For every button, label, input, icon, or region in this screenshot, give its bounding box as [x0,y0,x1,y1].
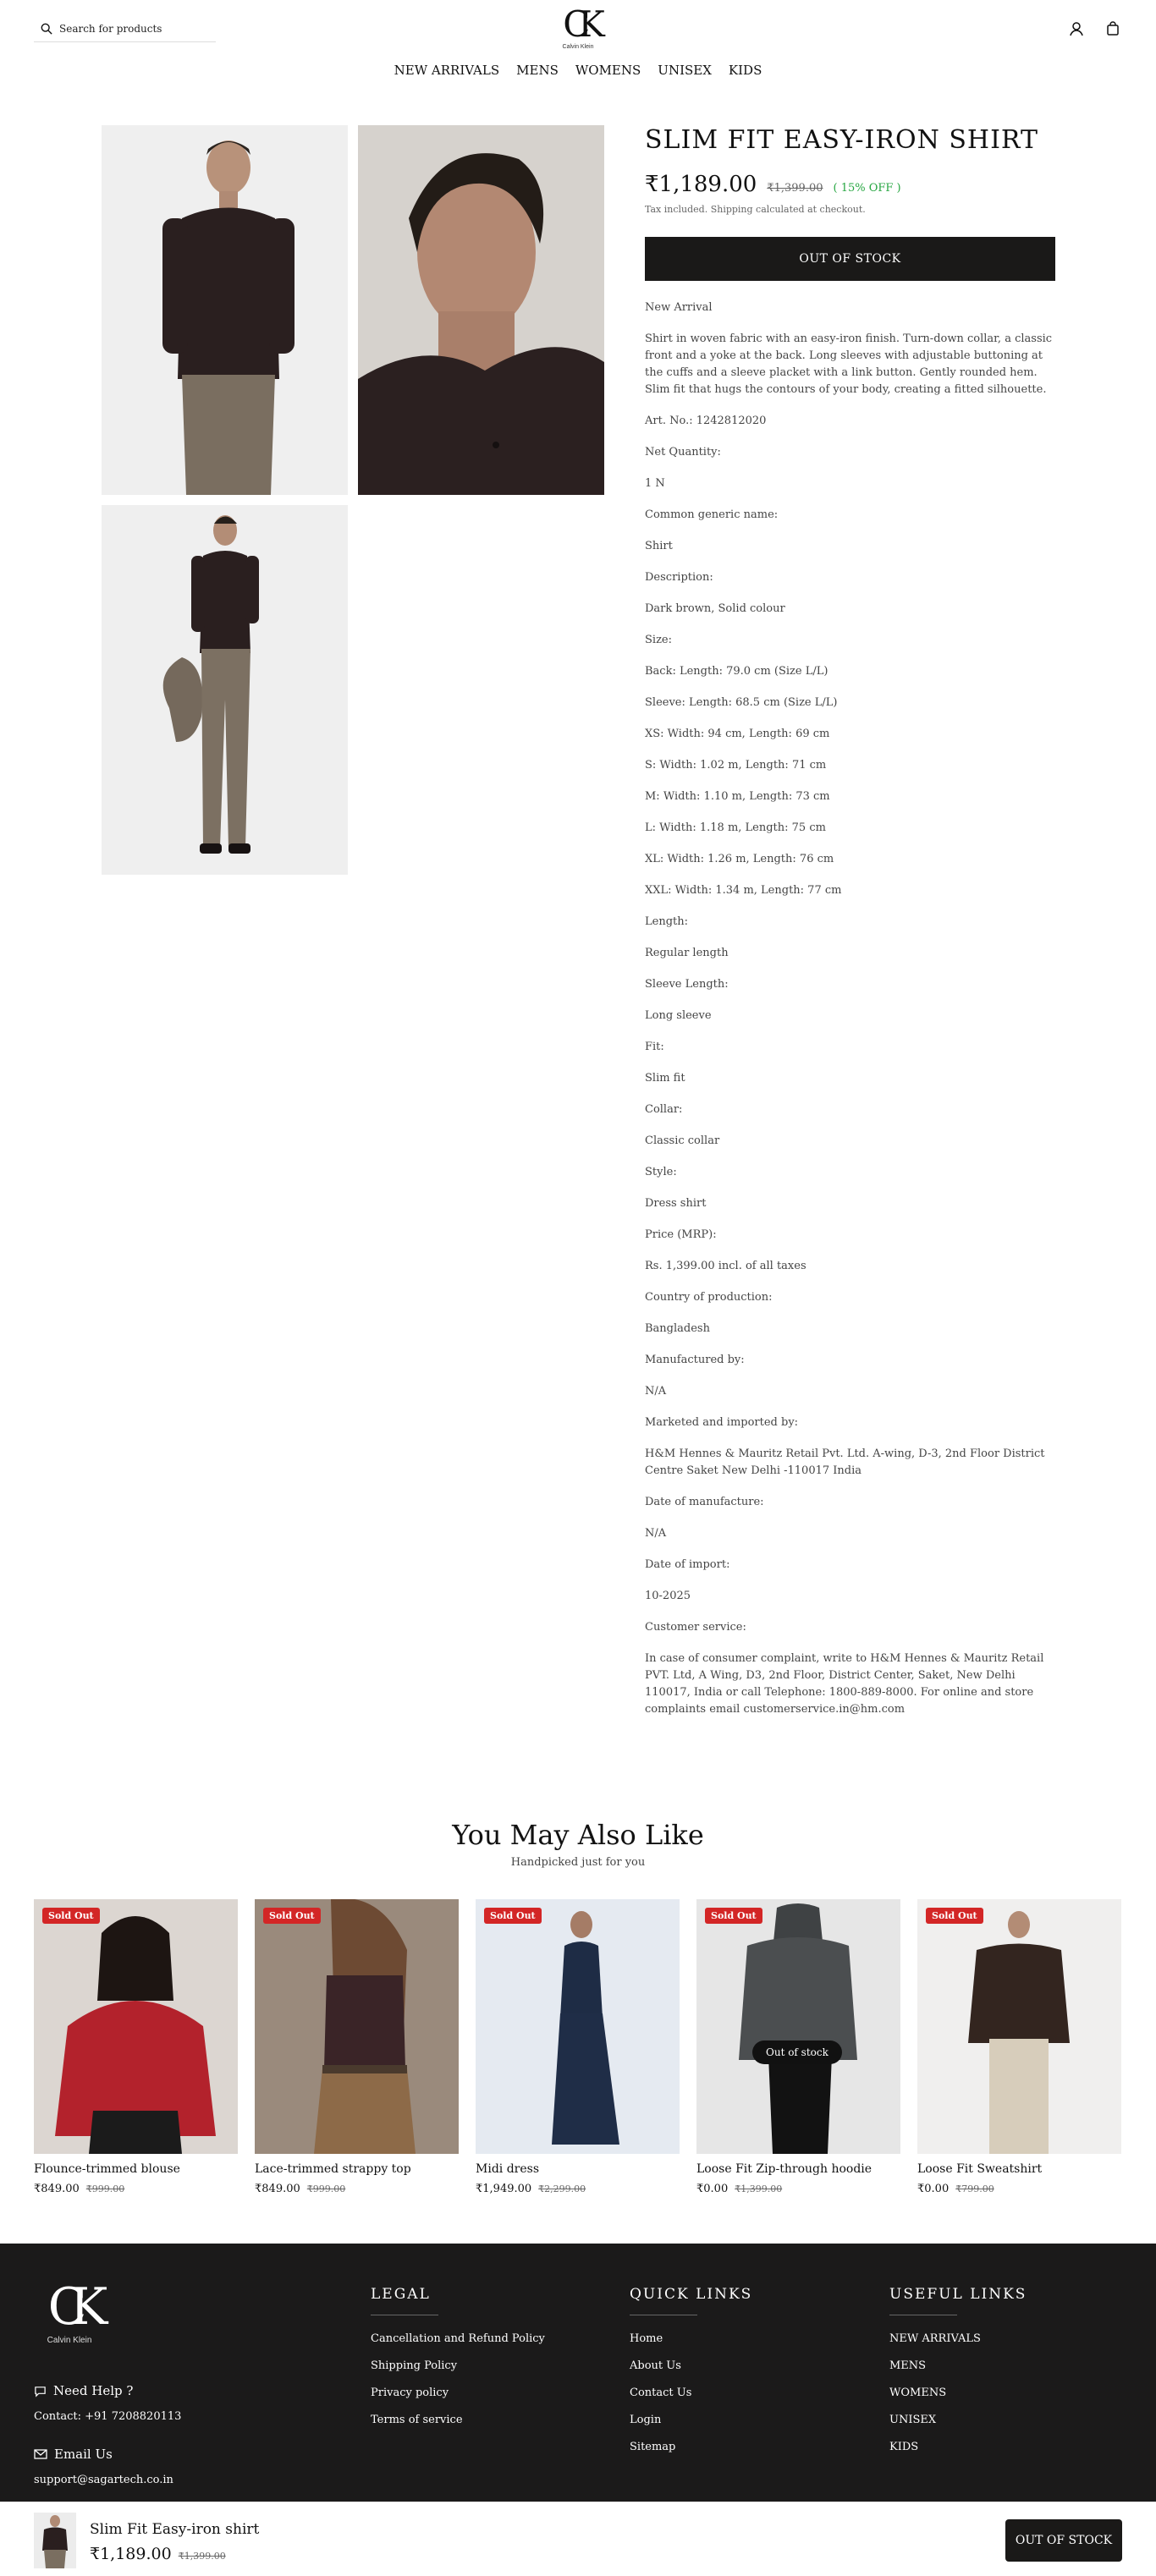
card-name[interactable]: Lace-trimmed strappy top [255,2162,411,2176]
desc-line: Country of production: [645,1291,773,1304]
out-of-stock-button[interactable]: OUT OF STOCK [645,237,1055,281]
card-compare-price: ₹2,299.00 [538,2183,586,2194]
link-shipping-policy[interactable]: Shipping Policy [371,2359,458,2372]
card-name[interactable]: Loose Fit Sweatshirt [917,2162,1043,2176]
desc-line: Common generic name: [645,508,779,521]
footer-logo-text: Calvin Klein [47,2336,92,2345]
card-name[interactable]: Midi dress [476,2162,540,2176]
quick-links-heading: QUICK LINKS [630,2286,753,2303]
desc-line: Marketed and imported by: [645,1416,799,1429]
desc-line: Net Quantity: [645,446,721,459]
nav-mens[interactable]: MENS [516,63,559,78]
logo-text: Calvin Klein [562,44,594,50]
card-compare-price: ₹999.00 [85,2183,125,2194]
search-input[interactable] [34,15,216,42]
sold-out-badge: Sold Out [263,1908,321,1924]
sticky-compare-price: ₹1,399.00 [178,2551,226,2562]
desc-line: Rs. 1,399.00 incl. of all taxes [645,1260,806,1272]
product-card[interactable] [255,1899,459,2195]
card-prices [917,2183,1121,2195]
desc-line: Dark brown, Solid colour [645,602,785,615]
link-privacy-policy[interactable]: Privacy policy [371,2387,449,2399]
footer-legal [371,2286,545,2441]
desc-line: Date of manufacture: [645,1496,764,1508]
nav-kids[interactable]: KIDS [728,63,762,78]
sale-price: ₹1,189.00 [645,172,757,197]
nav-womens[interactable]: WOMENS [575,63,641,78]
card-prices [696,2183,900,2195]
desc-line: Long sleeve [645,1009,712,1022]
card-prices [34,2183,238,2195]
desc-line: N/A [645,1385,667,1398]
desc-line: Back: Length: 79.0 cm (Size L/L) [645,665,828,678]
contact-phone[interactable]: Contact: +91 7208820113 [34,2410,182,2423]
desc-line: Shirt [645,540,673,552]
support-email[interactable]: support@sagartech.co.in [34,2474,173,2486]
footer-quick-links [630,2286,752,2468]
card-compare-price: ₹799.00 [955,2183,994,2194]
email-us [34,2447,173,2486]
product-description [645,299,1055,1718]
sold-out-badge: Sold Out [42,1908,100,1924]
sticky-product-name: Slim Fit Easy-iron shirt [90,2521,260,2538]
sold-out-badge: Sold Out [705,1908,762,1924]
card-name[interactable]: Flounce-trimmed blouse [34,2162,180,2176]
product-card[interactable] [696,1899,900,2195]
product-title: SLIM FIT EASY-IRON SHIRT [645,125,1039,155]
desc-line: XL: Width: 1.26 m, Length: 76 cm [645,853,834,865]
desc-line: Length: [645,915,688,928]
card-image[interactable] [34,1899,238,2154]
desc-line: Slim fit [645,1072,685,1085]
link-home[interactable]: Home [630,2332,663,2345]
desc-line: Sleeve Length: [645,978,729,991]
link-contact[interactable]: Contact Us [630,2387,692,2399]
useful-links-heading: USEFUL LINKS [889,2286,1027,2303]
main-nav [0,63,1156,78]
desc-line: Fit: [645,1041,664,1053]
link-womens[interactable]: WOMENS [889,2387,947,2399]
chat-icon [34,2385,47,2397]
desc-line: Classic collar [645,1134,720,1147]
mail-icon [34,2448,47,2460]
desc-line: XXL: Width: 1.34 m, Length: 77 cm [645,884,842,897]
card-prices [255,2183,459,2195]
desc-line: Style: [645,1166,677,1178]
product-image-1[interactable] [102,125,348,495]
card-image[interactable] [696,1899,900,2154]
logo-mark: CK [563,3,593,45]
link-refund-policy[interactable]: Cancellation and Refund Policy [371,2332,545,2345]
desc-line: S: Width: 1.02 m, Length: 71 cm [645,759,827,772]
desc-line: Shirt in woven fabric with an easy-iron finish. Turn-down collar, a classic front and a yoke at the back. Long sleeves with adjustable buttoning at the cuffs and a sleeve placket with a link button. Gently rounded hem. Slim fit that hugs the contours of your body, creating a fitted silhouette. [645,332,1053,396]
card-image[interactable] [255,1899,459,2154]
product-image-3[interactable] [102,505,348,875]
desc-line: Date of import: [645,1558,730,1571]
desc-line: M: Width: 1.10 m, Length: 73 cm [645,790,830,803]
product-card[interactable] [34,1899,238,2195]
account-icon[interactable] [1068,20,1085,37]
sticky-out-of-stock-button[interactable]: OUT OF STOCK [1005,2519,1122,2562]
desc-line: Collar: [645,1103,683,1116]
card-image[interactable] [476,1899,680,2154]
sold-out-badge: Sold Out [926,1908,983,1924]
link-kids[interactable]: KIDS [889,2441,919,2453]
email-us-label: Email Us [54,2447,113,2462]
desc-line: L: Width: 1.18 m, Length: 75 cm [645,821,826,834]
desc-line: N/A [645,1527,667,1540]
tax-note: Tax included. Shipping calculated at checkout. [645,204,866,215]
card-price: ₹0.00 [696,2183,729,2195]
search-placeholder: Search for products [59,22,162,35]
desc-line: Dress shirt [645,1197,707,1210]
sticky-prices [90,2545,226,2563]
product-card[interactable] [476,1899,680,2195]
desc-line: 1 N [645,477,665,490]
card-price: ₹849.00 [255,2183,300,2195]
desc-line: New Arrival [645,301,713,314]
link-sitemap[interactable]: Sitemap [630,2441,676,2453]
compare-price: ₹1,399.00 [767,182,823,195]
product-image-2[interactable] [358,125,604,495]
footer-logo[interactable] [37,2277,102,2349]
card-compare-price: ₹999.00 [306,2183,346,2194]
desc-line: Art. No.: 1242812020 [645,415,767,427]
site-header [0,0,1156,93]
desc-line: Manufactured by: [645,1354,745,1366]
card-price: ₹849.00 [34,2183,80,2195]
desc-line: 10-2025 [645,1590,691,1602]
link-mens[interactable]: MENS [889,2359,927,2372]
need-help-label: Need Help ? [53,2383,134,2398]
card-price: ₹0.00 [917,2183,950,2195]
legal-heading: LEGAL [371,2286,431,2303]
card-name[interactable]: Loose Fit Zip-through hoodie [696,2162,873,2176]
card-compare-price: ₹1,399.00 [735,2183,783,2194]
desc-line: In case of consumer complaint, write to H&M Hennes & Mauritz Retail PVT. Ltd, A Wing, D3, 2nd Floor, District Center, Saket, New Delhi 110017, India or call Telephone: 1800-889-8000. For online and store complaints email customerservice.in@hm.com [645,1652,1044,1716]
recommendations-title: You May Also Like [452,1819,704,1851]
price-row [645,172,1055,197]
out-of-stock-pill: Out of stock [752,2040,842,2064]
need-help [34,2383,181,2423]
card-image[interactable] [917,1899,1121,2154]
desc-line: XS: Width: 94 cm, Length: 69 cm [645,728,830,740]
nav-unisex[interactable]: UNISEX [658,63,712,78]
sticky-price: ₹1,189.00 [90,2545,172,2563]
desc-line: Description: [645,571,713,584]
link-new-arrivals[interactable]: NEW ARRIVALS [889,2332,981,2345]
sold-out-badge: Sold Out [484,1908,542,1924]
desc-line: Bangladesh [645,1322,710,1335]
recommendations-subtitle: Handpicked just for you [510,1856,646,1869]
product-card[interactable] [917,1899,1121,2195]
brand-logo[interactable] [559,3,597,54]
footer-logo-mark: CK [47,2277,91,2337]
link-unisex[interactable]: UNISEX [889,2414,937,2426]
desc-line: H&M Hennes & Mauritz Retail Pvt. Ltd. A-wing, D-3, 2nd Floor District Centre Saket New Delhi -110017 India [645,1447,1045,1477]
discount-label: ( 15% OFF ) [833,182,901,195]
link-terms[interactable]: Terms of service [371,2414,463,2426]
nav-new-arrivals[interactable]: NEW ARRIVALS [394,63,500,78]
footer-useful-links [889,2286,1027,2468]
cart-icon[interactable] [1104,20,1121,37]
desc-line: Customer service: [645,1621,746,1634]
desc-line: Sleeve: Length: 68.5 cm (Size L/L) [645,696,838,709]
search-icon [41,23,52,35]
product-info [645,125,1055,1733]
site-footer [0,2244,1156,2502]
link-about[interactable]: About Us [630,2359,681,2372]
link-login[interactable]: Login [630,2414,662,2426]
desc-line: Price (MRP): [645,1228,717,1241]
card-price: ₹1,949.00 [476,2183,532,2195]
desc-line: Size: [645,634,672,646]
sticky-add-bar [0,2502,1156,2576]
desc-line: Regular length [645,947,729,959]
card-prices [476,2183,680,2195]
sticky-thumbnail [34,2513,76,2568]
